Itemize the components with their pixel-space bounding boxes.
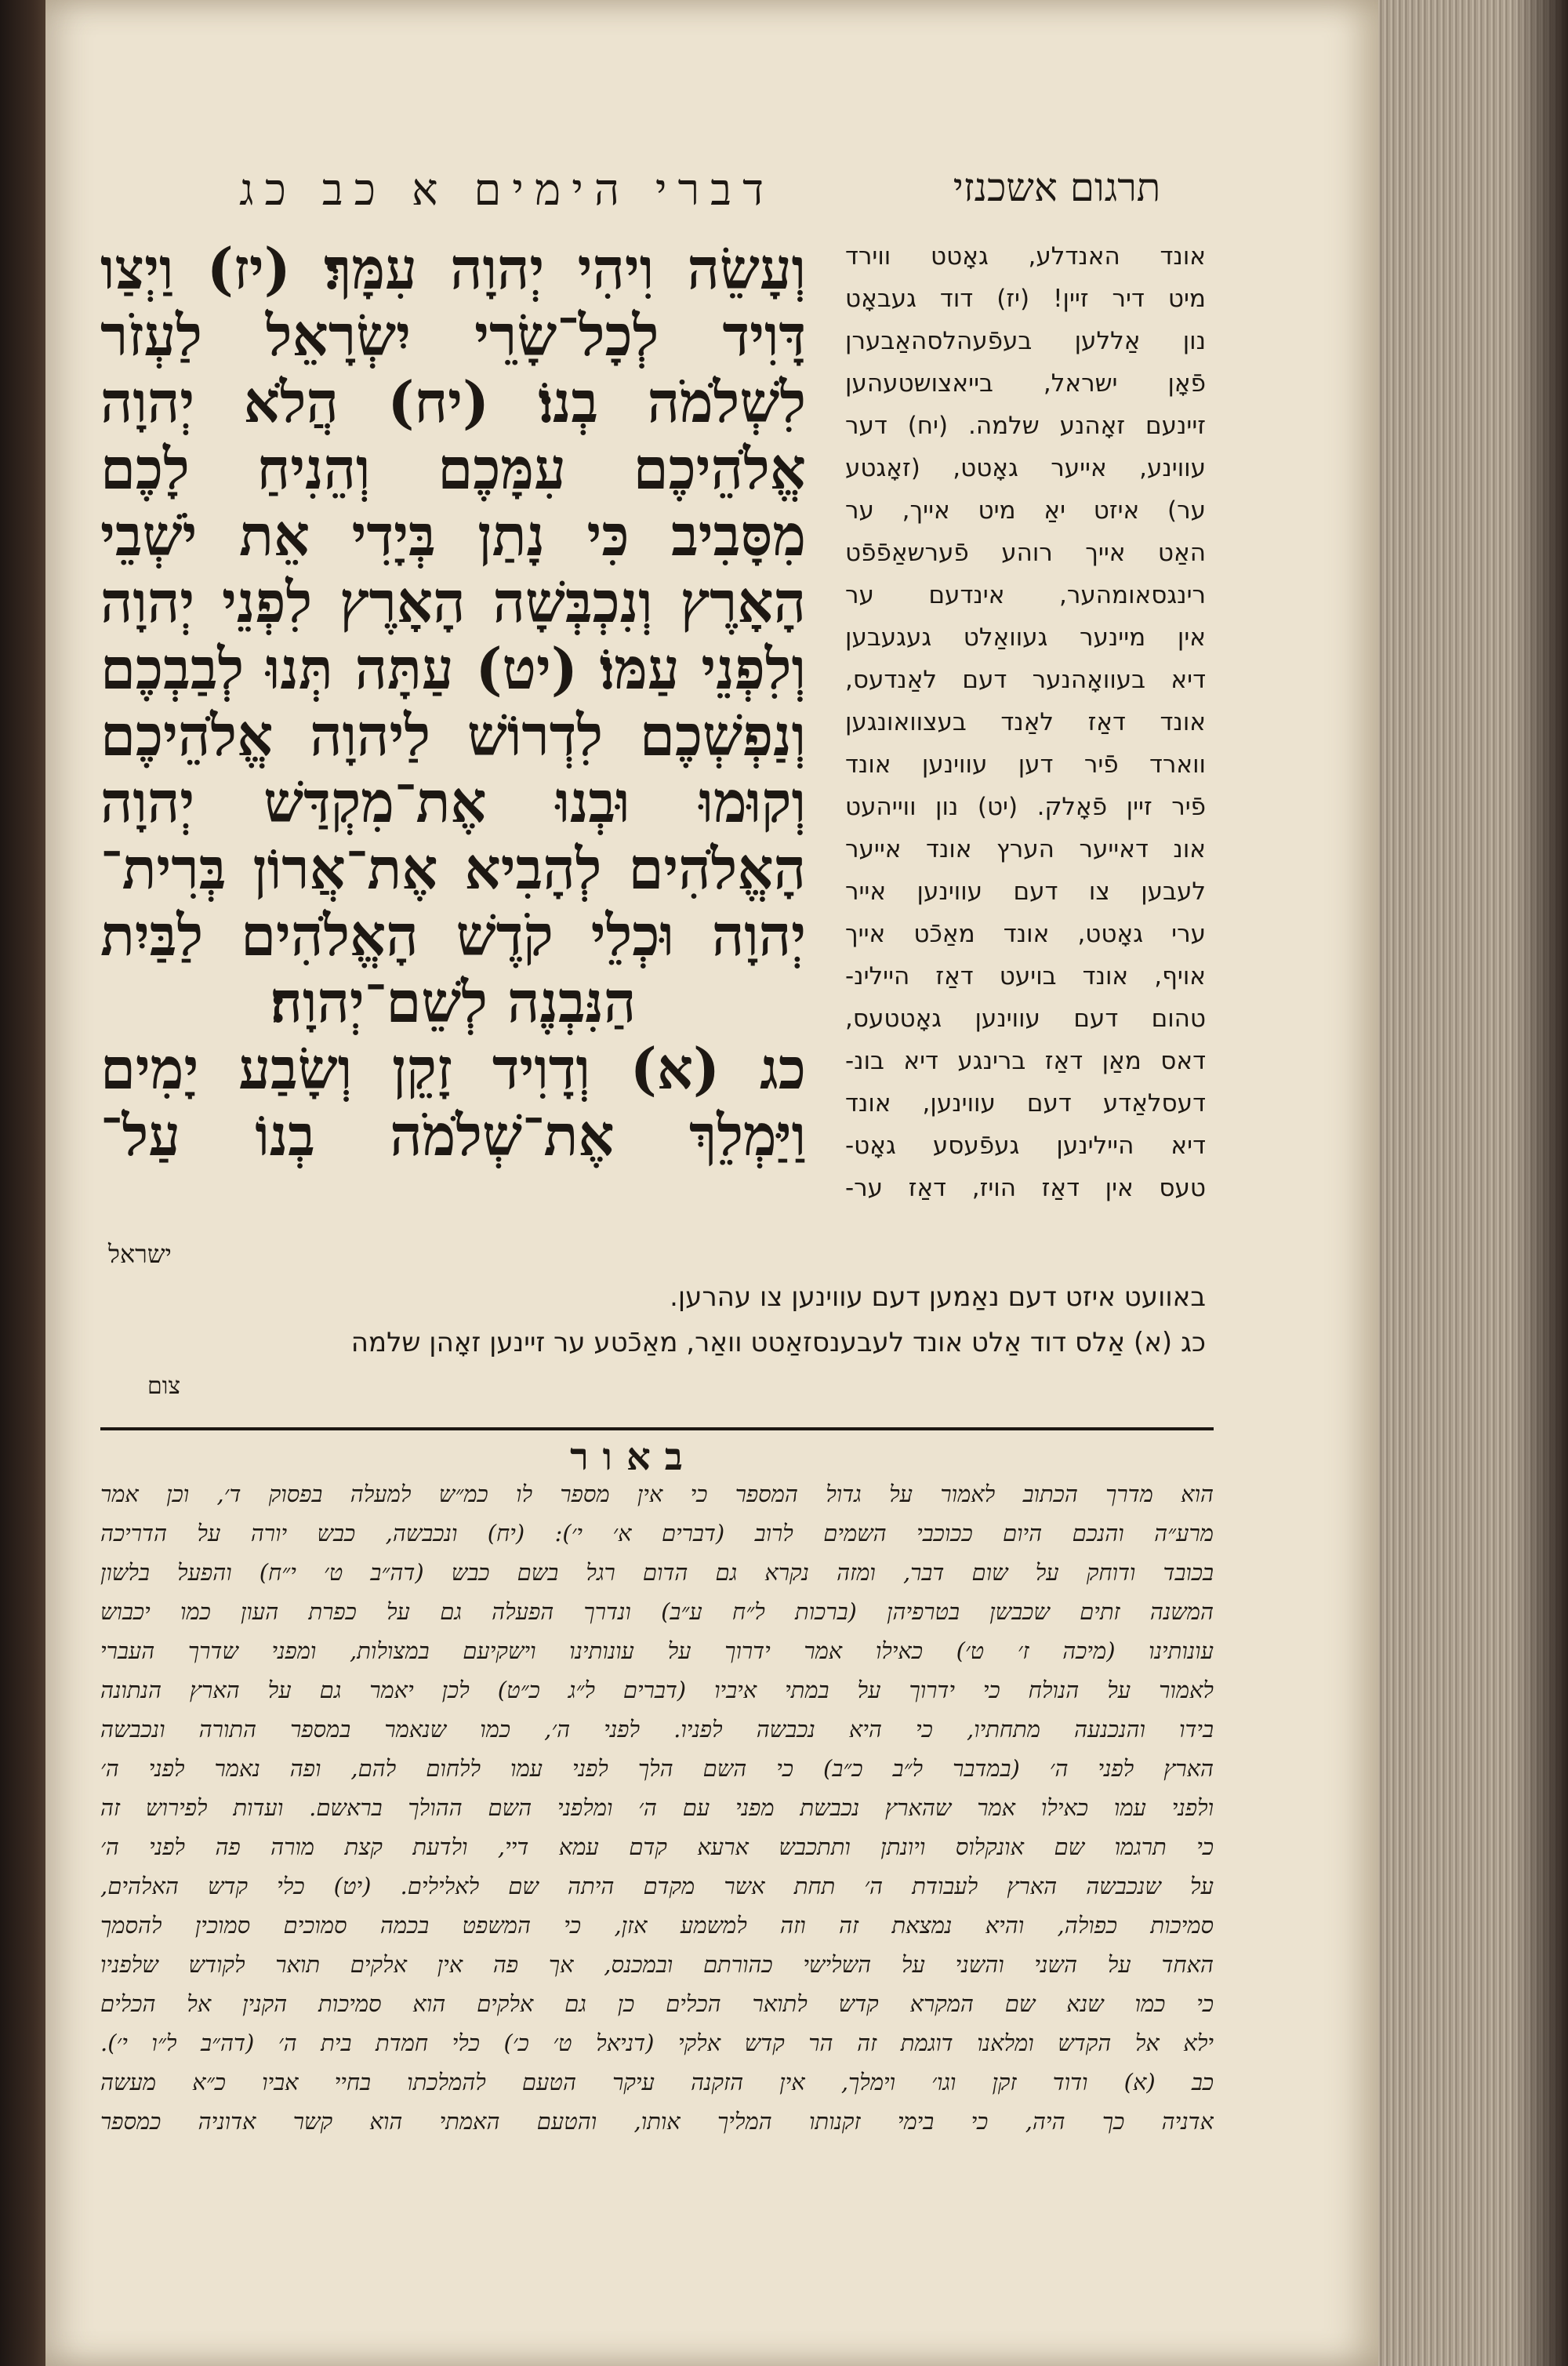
main-text-line: וְקוּמוּ וּבְנוּ אֶת־מִקְדַּשׁ יְהוָה [100, 769, 806, 835]
commentary-line: הוא מדרך הכתוב לאמור על גדול המספר כי אין מספר לו כמ״ש למעלה בפסוק ד׳, וכן אמר [100, 1481, 1214, 1507]
commentary-line: מרע״ה והנכם היום ככוכבי השמים לרוב (דברים א׳ י׳): (יח) ונכבשה, כבש יורה על הדריכה [100, 1520, 1214, 1546]
book-page [45, 0, 1378, 2366]
main-text-line: אֱלֹהֵיכֶם עִמָּכֶם וְהֵנִיחַ לָכֶם [100, 435, 806, 502]
main-text-line: מִסָּבִיב כִּי נָתַן בְּיָדִי אֵת יֹשְׁבֵי [100, 502, 806, 569]
commentary-line: על שנכבשה הארץ לעבודת ה׳ תחת אשר מקדם היתה שם לאלילים. (יט) כלי קדש האלהים, [100, 1873, 1214, 1899]
side-header-title: תרגום אשכנזי [953, 165, 1161, 210]
translation-line: אין מיינער געוואַלט געגעבען [845, 623, 1206, 652]
translation-line: מיט דיר זיין! (יז) דוד געבאָט [845, 285, 1206, 313]
commentary-line: לאמור על הנולח כי ידרוך על במתי איביו (דברים ל״ג כ״ט) לכן יאמר גם על הארץ הנתונה [100, 1677, 1214, 1703]
translation-line: אונ דאייער הערץ אונד אייער [845, 835, 1206, 863]
main-text-line: כג (א) וְדָוִיד זָקֵן וְשָׂבַע יָמִים [100, 1035, 806, 1102]
main-hebrew-text [100, 235, 806, 1255]
commentary-line: ולפני עמו כאילו אמר שהארץ נכבשת מפני עם ה׳ ומלפני השם ההולך בראשם. ועדות לפירוש זה [100, 1794, 1214, 1821]
main-text-line: וַיַּמְלֵךְ אֶת־שְׁלֹמֹה בְנוֹ עַל־ [100, 1102, 806, 1168]
translation-line: כג (א) אַלס דוד אַלט אונד לעבענסזאַטט וואַר, מאַכֿטע ער זיינען זאָהן שלמה [350, 1327, 1206, 1358]
commentary-line: אדניה כך היה, כי בימי זקנותו המליך אותו, והטעם האמתי הוא קשר אדוניה כמספר [100, 2108, 1214, 2135]
commentary-line: הארץ לפני ה׳ (במדבר ל״ב כ״ב) כי השם הלך לפני עמו ללחום להם, ופה נאמר לפני ה׳ [100, 1755, 1214, 1782]
translation-line: דעסלאַדע דעם עווינען, אונד [845, 1089, 1206, 1118]
commentary-line: בכובד ודוחק על שום דבר, ומזה נקרא גם הדום רגל בשם כבש (דה״ב ט׳ י״ח) והפעל בלשון [100, 1559, 1214, 1586]
commentary-title: באור [570, 1435, 697, 1479]
main-catchword: ישראל [108, 1239, 172, 1269]
translation-line: ווארד פֿיר דען עווינען אונד [845, 751, 1206, 779]
main-text-line: הָאָרֶץ וְנִכְבְּשָׁה הָאָרֶץ לִפְנֵי יְהוָה [100, 569, 806, 635]
main-text-line: הָאֱלֹהִים לְהָבִיא אֶת־אֲרוֹן בְּרִית־ [100, 835, 806, 902]
commentary-line: סמיכות כפולה, והיא נמצאת זה וזה למשמע אזן, כי המשפט בכמה סמוכים סמוכין להסמך [100, 1912, 1214, 1939]
translation-line: לעבען צו דעם עווינען אייר [845, 878, 1206, 906]
translation-catchword: צום [147, 1372, 181, 1400]
translation-line: באוועט איזט דעם נאַמען דעם עווינען צו עהרען. [670, 1281, 1206, 1313]
commentary-line: כב (א) ודוד זקן וגו׳ וימלך, אין הזקנה עיקר הטעם להמלכתו בחיי אביו כ״א מעשה [100, 2069, 1214, 2095]
page-edges-right [1364, 0, 1568, 2366]
translation-line: אונד דאַז לאַנד בעצוואונגען [845, 708, 1206, 736]
translation-line: רינגסאומהער, אינדעם ער [845, 581, 1206, 609]
main-text-line: וְנַפְשְׁכֶם לִדְרוֹשׁ לַיהוָה אֱלֹהֵיכֶם [100, 702, 806, 769]
translation-line: פֿיר זיין פֿאָלק. (יט) נון ווייהעט [845, 793, 1206, 821]
translation-line: האַט אייך רוהע פֿערשאַפֿפֿט [845, 539, 1206, 567]
running-header [100, 165, 1214, 227]
biur-commentary [100, 1474, 1214, 2141]
translation-column [845, 235, 1206, 1286]
section-divider [100, 1427, 1214, 1430]
translation-line: פֿאָן ישראל, בייאצושטעהען [845, 369, 1206, 398]
translation-line: ער) איזט יאַ מיט אייך, ער [845, 496, 1206, 525]
main-text-line: יְהוָה וּכְלֵי קֹדֶשׁ הָאֱלֹהִים לַבַּיִת [100, 902, 806, 969]
translation-line: טעס אין דאַז הויז, דאַז ער- [845, 1174, 1206, 1202]
translation-continuation [100, 1274, 1206, 1365]
translation-line: אונד האנדלע, גאָטט ווירד [845, 242, 1206, 271]
main-text-line: וְעָשֵׂה וִיהִי יְהוָה עִמָּךְ׃ (יז) וַיְצַו [100, 235, 806, 302]
commentary-line: האחד על השני והשני על השלישי כהורתם ובמכנס, אך פה אין אלקים תואר לקודש שלפניו [100, 1951, 1214, 1978]
translation-line: טהום דעם עווינען גאָטטעס, [845, 1005, 1206, 1033]
translation-line: דיא בעוואָהנער דעם לאַנדעס, [845, 666, 1206, 694]
main-text-line: לִשְׁלֹמֹה בְנוֹ׃ (יח) הֲלֹא יְהוָה [100, 369, 806, 435]
main-header-title: דברי הימים א כב כג [239, 165, 775, 216]
main-text-line: הַנִּבְנֶה לְשֵׁם־יְהוָה׃ [270, 969, 637, 1035]
commentary-line: כי כמו שנא שם המקרא קדש לתואר הכלים כן גם אלקים הוא סמיכות הקנין אל הכלים [100, 1990, 1214, 2017]
main-text-line: דָּוִיד לְכָל־שָׂרֵי יִשְׂרָאֵל לַעְזֹר [100, 302, 806, 369]
translation-line: זיינעם זאָהנע שלמה. (יח) דער [845, 412, 1206, 440]
translation-line: נון אַללען בעפֿעהלסהאַבערן [845, 327, 1206, 355]
translation-line: עווינע, אייער גאָטט, (זאָגטע [845, 454, 1206, 482]
translation-line: ערי גאָטט, אונד מאַכֿט אייך [845, 920, 1206, 948]
commentary-line: ילא אל הקדש ומלאנו דוגמת זה הר קדש אלקי (דניאל ט׳ כ׳) כלי חמדת בית ה׳ (דה״ב ל״ו י׳). [100, 2030, 1214, 2056]
commentary-line: עונותינו (מיכה ז׳ ט׳) כאילו אמר ידרוך על עונותינו וישקיעם במצולות, ומפני שדרך העברי [100, 1637, 1214, 1664]
translation-line: דיא היילינען געפֿעסע גאָט- [845, 1132, 1206, 1160]
commentary-line: בידו והנכנעה מתחתיו, כי היא נכבשה לפניו. לפני ה׳, כמו שנאמר במספר התורה ונכבשה [100, 1716, 1214, 1743]
translation-line: אויף, אונד בויעט דאַז היילינ- [845, 962, 1206, 990]
commentary-line: כי תרגמו שם אונקלוס ויונתן ותתכבש ארעא קדם עמא דיי, ולדעת קצת מורה פה לפני ה׳ [100, 1834, 1214, 1860]
translation-line: דאס מאַן דאַז ברינגע דיא בונ- [845, 1047, 1206, 1075]
main-text-line: וְלִפְנֵי עַמּוֹ׃ (יט) עַתָּה תְּנוּ לְבַבְכֶם [100, 635, 806, 702]
commentary-line: המשנה זתים שכבשן בטרפיהן (ברכות ל״ח ע״ב) ונדרך הפעלה גם על כפרת העון כמו יכבוש [100, 1598, 1214, 1625]
